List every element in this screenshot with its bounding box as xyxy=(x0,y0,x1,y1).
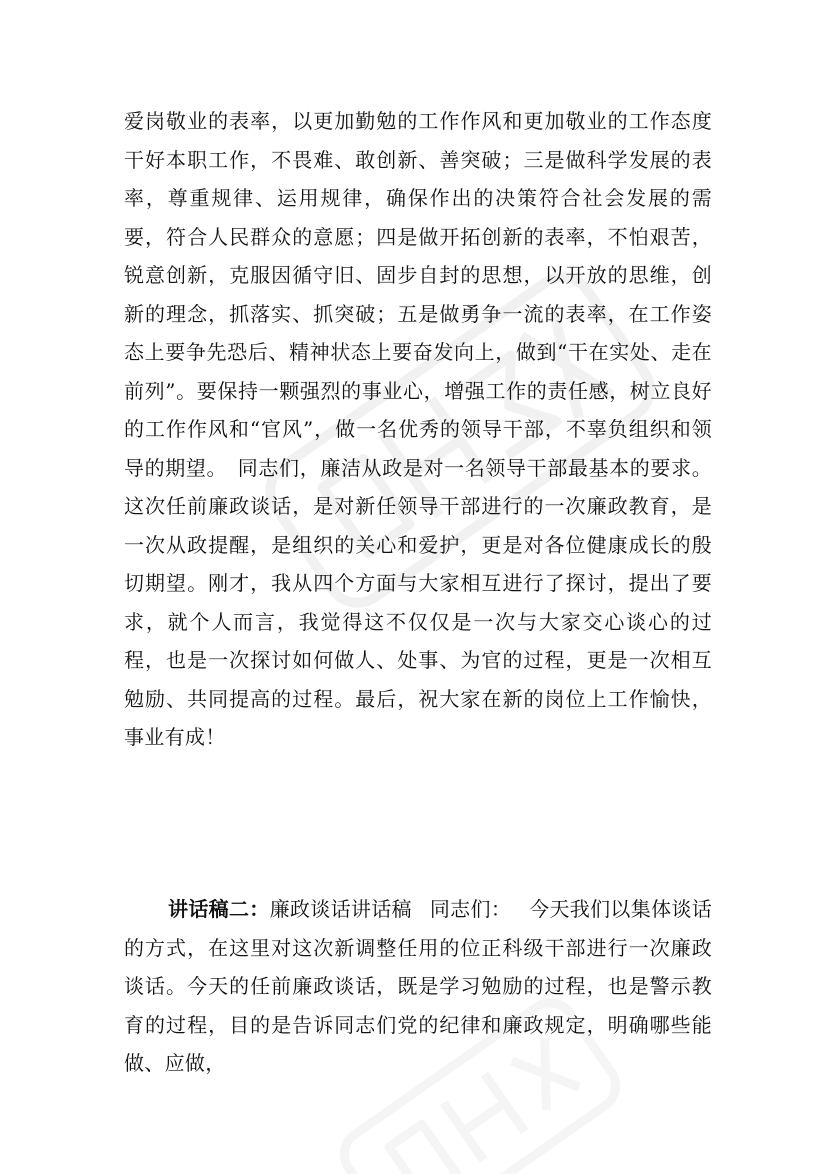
section-body: 今天我们以集体谈话的方式，在这里对这次新调整任用的位正科级干部进行一次廉政谈话。今天的任前廉政谈话，既是学习勉励的过程，也是警示教育的过程，目的是告诉同志们党的纪律和廉政规定，明确哪些能做、应做， xyxy=(124,897,713,1075)
body-paragraph-1: 爱岗敬业的表率，以更加勤勉的工作作风和更加敬业的工作态度干好本职工作，不畏难、敢创新、善突破；三是做科学发展的表率，尊重规律、运用规律，确保作出的决策符合社会发展的需要，符合人民群众的意愿；四是做开拓创新的表率，不怕艰苦，锐意创新，克服因循守旧、固步自封的思想，以开放的思维，创新的理念，抓落实、抓突破；五是做勇争一流的表率，在工作姿态上要争先恐后、精神状态上要奋发向上，做到“干在实处、走在前列”。要保持一颗强烈的事业心，增强工作的责任感，树立良好的工作作风和“官风”，做一名优秀的领导干部，不辜负组织和领导的期望。 同志们，廉洁从政是对一名领导干部最基本的要求。这次任前廉政谈话，是对新任领导干部进行的一次廉政教育，是一次从政提醒，是组织的关心和爱护，更是对各位健康成长的殷切期望。刚才，我从四个方面与大家相互进行了探讨，提出了要求，就个人而言，我觉得这不仅仅是一次与大家交心谈心的过程，也是一次探讨如何做人、处事、为官的过程，更是一次相互勉励、共同提高的过程。最后，祝大家在新的岗位上工作愉快，事业有成！ xyxy=(124,109,712,749)
body-paragraph-2 xyxy=(124,890,712,1083)
section-heading: 讲话稿二： xyxy=(168,897,270,921)
salutation: 同志们： xyxy=(429,897,512,921)
section-title: 廉政谈话讲话稿 xyxy=(269,897,412,921)
